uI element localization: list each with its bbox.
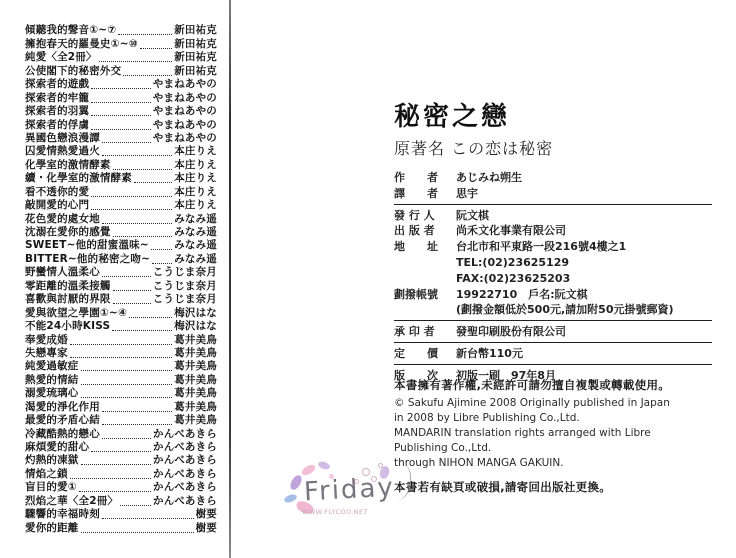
dotted-leader (91, 209, 172, 210)
book-author: かんべあきら (153, 481, 217, 494)
book-title: 烈焰之華〈全2冊〉 (25, 494, 119, 507)
copyright-notice: 本書擁有著作權,未經許可請勿擅自複製或轉載使用。 (394, 378, 671, 392)
info-label: 定 價 (394, 346, 438, 360)
dotted-leader (129, 317, 172, 318)
dotted-leader (81, 384, 173, 385)
book-title: 最愛的矛盾心結 (25, 414, 100, 427)
book-title: 沈溺在愛你的感覺 (25, 226, 111, 238)
dotted-leader (102, 438, 151, 439)
dotted-leader (140, 48, 172, 49)
info-label: 出 版 者 (394, 224, 435, 238)
copyright-line: through NIHON MANGA GAKUIN. (394, 457, 564, 469)
book-author: かんべあきら (153, 467, 217, 480)
book-title: 熱愛的情結 (25, 373, 79, 386)
book-author: 梅沢はな (174, 306, 217, 319)
info-value: (劃撥金額低於500元,請加附50元掛號郵資) (456, 303, 674, 317)
dotted-leader (102, 142, 151, 143)
book-title: 純愛過敏症 (25, 360, 79, 373)
publication-info-table (394, 170, 712, 384)
info-label: 承 印 者 (394, 325, 435, 339)
book-title: 冷藏酷熱的戀心 (25, 427, 100, 440)
info-value: 思宇 (456, 186, 478, 200)
book-title: 愛你的距離 (25, 521, 79, 534)
dotted-leader (91, 115, 151, 116)
book-author: かんべあきら (153, 427, 217, 440)
book-author: みなみ遥 (174, 226, 217, 238)
info-value: 阮文棋 (456, 208, 489, 222)
info-label (394, 255, 456, 271)
page-gutter-line (229, 0, 231, 558)
petal-icon (288, 473, 304, 491)
book-title: 渴愛的淨化作用 (25, 400, 100, 413)
book-title: 溺愛琉璃心 (25, 387, 79, 400)
horizontal-rule (394, 364, 712, 365)
dotted-leader (102, 411, 172, 412)
book-title: 公使閣下的秘密外交 (25, 64, 122, 77)
book-author: 新田祐克 (174, 51, 217, 64)
book-author: 本庄りえ (174, 185, 217, 198)
book-author: 葛井美鳥 (174, 360, 217, 373)
book-title: 驟響的幸福時刻 (25, 508, 100, 521)
book-author: 本庄りえ (174, 158, 217, 171)
dotted-leader (70, 357, 172, 358)
book-title: 盲目的愛① (25, 481, 77, 494)
friday-watermark (283, 461, 413, 525)
info-value: 發聖印刷股份有限公司 (456, 325, 566, 339)
book-author: 新田祐克 (174, 37, 217, 50)
dotted-leader (112, 330, 172, 331)
dotted-leader (102, 155, 172, 156)
book-author: やまねあやの (152, 91, 217, 104)
dotted-leader (91, 451, 151, 452)
book-title: 奉愛成婚 (25, 333, 68, 346)
horizontal-rule (394, 204, 712, 205)
copyright-line: in 2008 by Libre Publishing Co.,Ltd. (394, 412, 580, 424)
book-author: 葛井美鳥 (174, 387, 217, 400)
original-title: 原著名 この恋は秘密 (394, 139, 554, 158)
info-row (394, 186, 712, 202)
horizontal-rule (394, 320, 712, 321)
book-title: 喜歡與討厭的界限 (25, 293, 111, 306)
book-title: 灼熱的凍獄 (25, 454, 79, 467)
watermark-url: WWW.FLYCOO.NET (302, 508, 368, 516)
book-author: みなみ遥 (174, 239, 217, 252)
book-author: かんべあきら (153, 441, 217, 453)
book-author: やまねあやの (152, 105, 217, 118)
book-title: 異國色戀浪漫譚 (25, 131, 100, 144)
book-title: 純愛〈全2冊〉 (25, 51, 97, 64)
book-title: 零距離的溫柔接觸 (25, 279, 111, 292)
info-value: 初版一刷 97年8月 (456, 368, 556, 382)
book-title: 情焰之鎖 (25, 467, 68, 480)
book-author: 本庄りえ (174, 172, 217, 185)
info-row (394, 255, 712, 271)
info-value: 新台幣110元 (456, 346, 523, 360)
book-author: 新田祐克 (174, 24, 217, 37)
book-title: 探索者的遊戲 (25, 78, 90, 91)
dotted-leader (151, 249, 172, 250)
info-value: 19922710 戶名:阮文棋 (456, 287, 588, 301)
copyright-line: MANDARIN translation rights arranged with Libre (394, 427, 651, 439)
book-title: 野蠻情人溫柔心 (25, 266, 100, 279)
info-label: 劃撥帳號 (394, 287, 438, 301)
info-value: 台北市和平東路一段216號4樓之1 (456, 240, 627, 254)
copyright-lines (394, 396, 670, 471)
book-title: 敲開愛的心門 (25, 199, 90, 212)
petal-icon (317, 460, 331, 471)
book-title: 愛與欲望之學園①~④ (25, 306, 128, 319)
info-value: あじみね朔生 (456, 171, 522, 184)
dotted-leader (91, 102, 151, 103)
book-author: 樹要 (195, 521, 217, 534)
info-row (394, 170, 712, 186)
dotted-leader (102, 223, 172, 224)
info-label: 譯 者 (394, 186, 438, 200)
book-author: 新田祐克 (174, 64, 217, 77)
book-author: みなみ遥 (174, 212, 217, 225)
book-title: 探索者的羽翼 (25, 105, 90, 118)
book-author: 葛井美鳥 (174, 373, 217, 386)
petal-icon (300, 463, 317, 477)
copyright-line: Publishing Co.,Ltd. (394, 442, 492, 454)
info-row (394, 346, 712, 362)
info-value: FAX:(02)23625203 (456, 271, 571, 285)
dotted-leader (91, 196, 172, 197)
book-author: 樹要 (195, 508, 217, 521)
book-author: 葛井美鳥 (174, 414, 217, 427)
bubble-icon (378, 463, 383, 468)
copyright-line: © Sakufu Ajimine 2008 Originally published in Japan (394, 397, 670, 409)
book-title: 花色愛的處女地 (25, 212, 100, 225)
info-label: 發 行 人 (394, 208, 435, 222)
info-row (394, 302, 712, 318)
dotted-leader (91, 129, 151, 130)
info-row (394, 271, 712, 287)
return-notice: 本書若有缺頁或破損,請寄回出版社更換。 (394, 480, 612, 494)
info-label (394, 271, 456, 287)
info-label: 版 次 (394, 368, 438, 382)
book-title: 探索者的牢籠 (25, 91, 90, 104)
dotted-leader (134, 182, 172, 183)
book-title: 看不透你的愛 (25, 185, 90, 198)
book-author: こうじま奈月 (152, 279, 217, 292)
book-list-row (25, 521, 217, 534)
info-label: 作 者 (394, 171, 438, 184)
dotted-leader (70, 478, 151, 479)
book-author: 葛井美鳥 (174, 333, 217, 346)
book-author: 梅沢はな (174, 320, 217, 333)
info-value: 尚禾文化事業有限公司 (456, 224, 566, 238)
book-author: やまねあやの (152, 131, 217, 144)
book-title: SWEET~他的甜蜜溫味~ (25, 239, 149, 252)
book-author: こうじま奈月 (152, 266, 217, 279)
book-author: かんべあきら (153, 454, 217, 467)
book-author: かんべあきら (153, 494, 217, 507)
book-author: 葛井美鳥 (174, 346, 217, 359)
book-title: 傾聽我的聲音①~⑦ (25, 24, 117, 37)
book-title-main: 秘密之戀 (394, 102, 511, 132)
book-title: 囚愛情熱愛過火 (25, 145, 100, 158)
dotted-leader (70, 344, 172, 345)
dotted-leader (113, 290, 151, 291)
book-title: 麻煩愛的甜心 (25, 441, 90, 453)
book-author: 本庄りえ (174, 145, 217, 158)
info-label: 地 址 (394, 240, 438, 254)
info-value: TEL:(02)23625129 (456, 255, 570, 269)
book-title: BITTER~他的秘密之吻~ (25, 252, 151, 265)
book-title: 失戀專家 (25, 346, 68, 359)
book-list (25, 24, 217, 535)
info-row (394, 324, 712, 340)
info-row (394, 223, 712, 239)
book-title: 不能24小時KISS (25, 320, 111, 333)
book-title: 續・化學室的激情酵素 (25, 172, 132, 185)
dotted-leader (81, 370, 173, 371)
book-title: 化學室的激情酵素 (25, 158, 111, 171)
dotted-leader (81, 532, 194, 533)
book-title: 探索者的俘虜 (25, 118, 90, 131)
info-row (394, 239, 712, 255)
info-row (394, 208, 712, 224)
info-label (394, 302, 456, 318)
watermark-text: Friday (303, 472, 396, 508)
dotted-leader (102, 518, 194, 519)
info-row (394, 287, 712, 303)
book-author: やまねあやの (152, 118, 217, 131)
book-author: 葛井美鳥 (174, 400, 217, 413)
dotted-leader (91, 88, 151, 89)
book-author: みなみ遥 (174, 252, 217, 265)
book-author: 本庄りえ (174, 199, 217, 212)
petal-icon (283, 493, 298, 504)
dotted-leader (81, 464, 152, 465)
dotted-leader (120, 505, 151, 506)
book-author: やまねあやの (152, 78, 217, 91)
horizontal-rule (394, 342, 712, 343)
book-author: こうじま奈月 (152, 293, 217, 306)
book-title: 擁抱春天的羅曼史①~⑩ (25, 37, 138, 50)
